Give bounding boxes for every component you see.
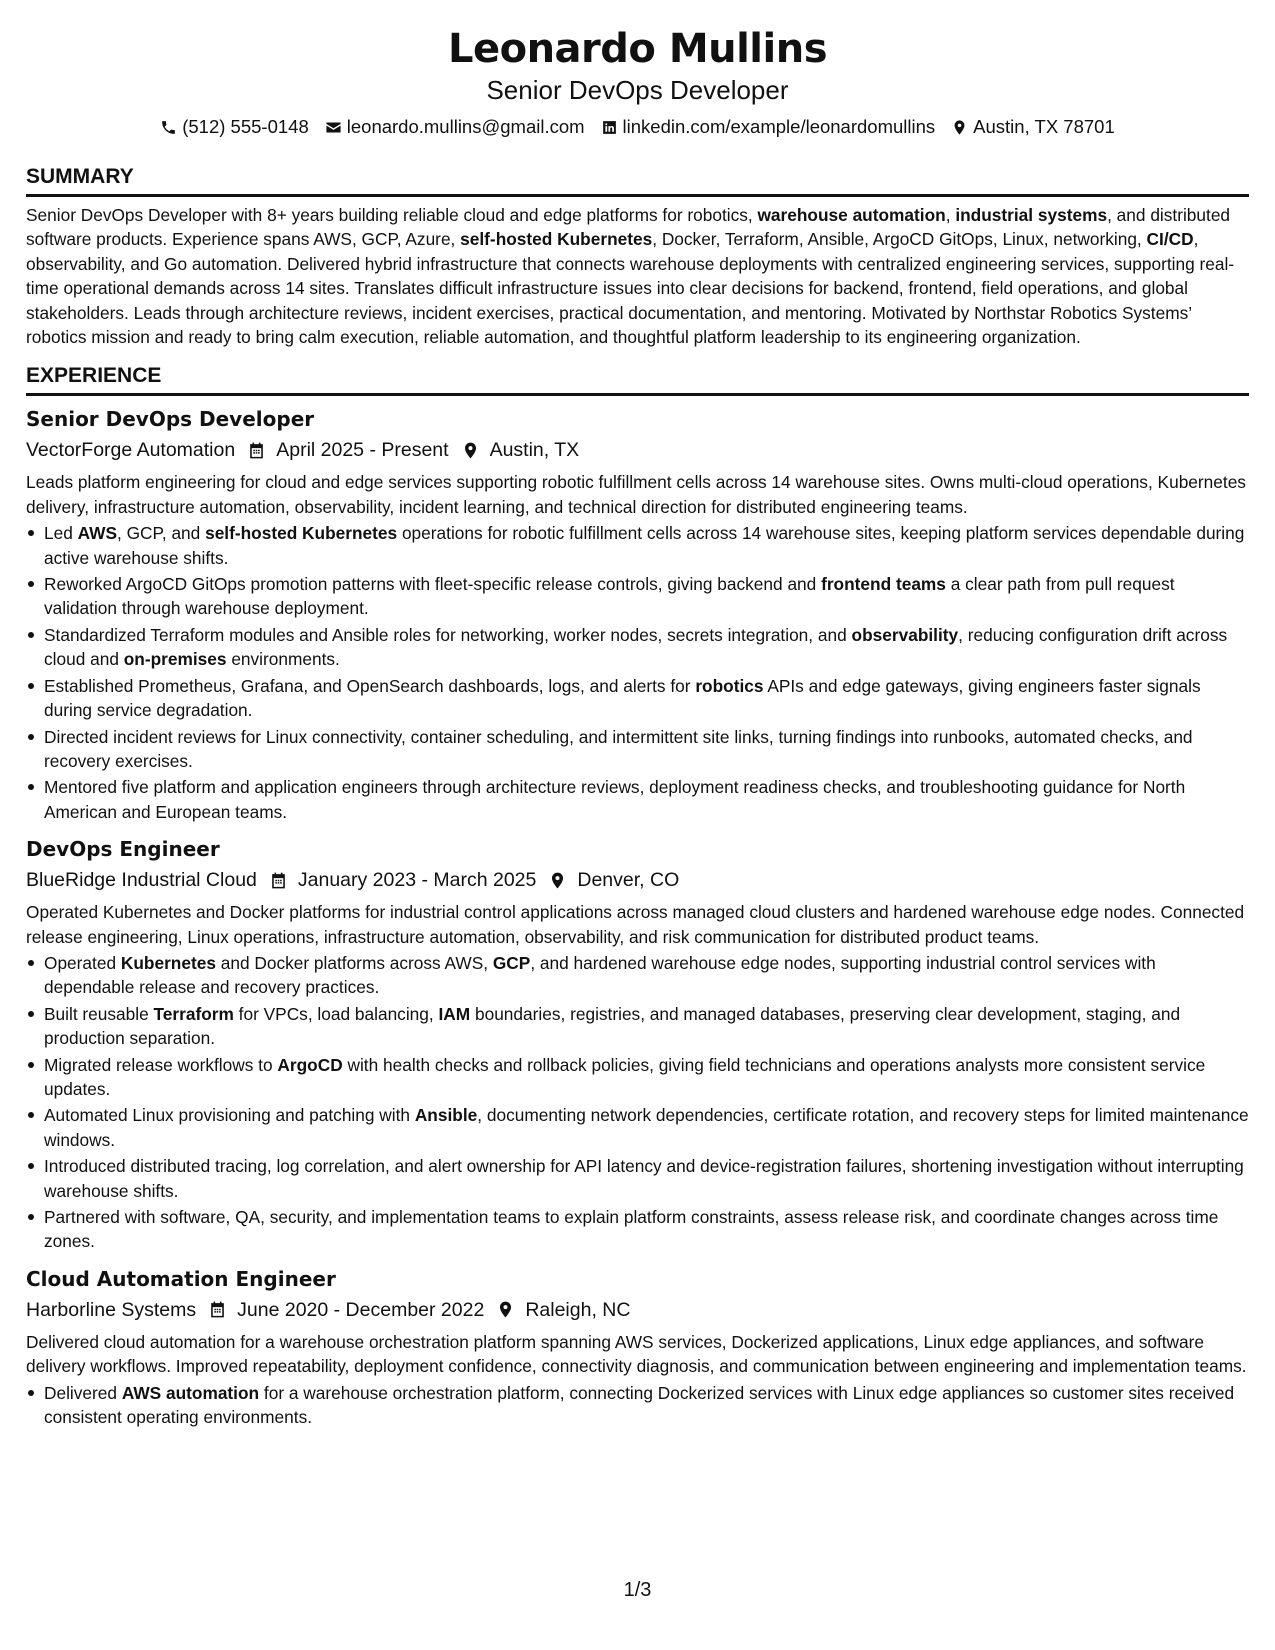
job-location-text: Raleigh, NC bbox=[525, 1298, 631, 1321]
emphasis-text: CI/CD bbox=[1146, 229, 1194, 250]
job-entry bbox=[26, 1266, 1249, 1430]
job-entry bbox=[26, 406, 1249, 824]
job-location bbox=[496, 1296, 630, 1324]
candidate-headline: Senior DevOps Developer bbox=[486, 75, 789, 105]
job-meta bbox=[26, 436, 1249, 464]
job-dates-text: January 2023 - March 2025 bbox=[297, 869, 537, 892]
job-bullets bbox=[26, 521, 1249, 824]
job-meta bbox=[26, 866, 1249, 894]
linkedin-icon bbox=[601, 119, 618, 136]
contact-linkedin[interactable] bbox=[601, 114, 936, 140]
bullet-item: Migrated release workflows to ArgoCD with health checks and rollback policies, giving field technicians and operations analysts more consistent service updates. bbox=[26, 1053, 1249, 1102]
bullet-dot-icon bbox=[28, 1163, 34, 1169]
bullet-dot-icon bbox=[28, 1112, 34, 1118]
emphasis-text: IAM bbox=[438, 1003, 471, 1024]
job-location bbox=[461, 436, 580, 464]
job-title: DevOps Engineer bbox=[26, 837, 220, 862]
bullet-dot-icon bbox=[28, 784, 34, 790]
emphasis-text: Terraform bbox=[153, 1003, 234, 1024]
job-location-text: Austin, TX bbox=[489, 439, 580, 462]
summary-section bbox=[26, 164, 1249, 349]
map-pin-icon bbox=[496, 1300, 515, 1319]
job-dates bbox=[247, 436, 448, 464]
emphasis-text: self-hosted Kubernetes bbox=[460, 229, 653, 250]
emphasis-text: robotics bbox=[695, 675, 764, 696]
emphasis-text: on-premises bbox=[123, 649, 227, 670]
bullet-item: Reworked ArgoCD GitOps promotion patterns with fleet-specific release controls, giving backend and frontend teams a clear path from pull request validation through warehouse deployment. bbox=[26, 572, 1249, 621]
job-dates bbox=[269, 866, 536, 894]
contact-email-text: leonardo.mullins@gmail.com bbox=[346, 116, 585, 137]
bullet-dot-icon bbox=[28, 581, 34, 587]
job-bullets bbox=[26, 1381, 1249, 1430]
map-pin-icon bbox=[461, 441, 480, 460]
emphasis-text: frontend teams bbox=[821, 574, 946, 595]
bullet-item: Automated Linux provisioning and patching with Ansible, documenting network dependencies, certificate rotation, and recovery steps for limited maintenance windows. bbox=[26, 1103, 1249, 1152]
map-pin-icon bbox=[548, 871, 567, 890]
calendar-icon bbox=[208, 1300, 227, 1319]
emphasis-text: Kubernetes bbox=[120, 952, 216, 973]
experience-section bbox=[26, 363, 1249, 1429]
job-company: Harborline Systems bbox=[26, 1298, 197, 1321]
bullet-dot-icon bbox=[28, 1062, 34, 1068]
contact-location bbox=[951, 114, 1115, 140]
job-dates-text: June 2020 - December 2022 bbox=[237, 1298, 485, 1321]
job-title: Senior DevOps Developer bbox=[26, 407, 315, 432]
bullet-dot-icon bbox=[28, 734, 34, 740]
summary-heading: SUMMARY bbox=[26, 164, 1249, 197]
bullet-dot-icon bbox=[28, 960, 34, 966]
contact-phone[interactable] bbox=[160, 114, 309, 140]
resume-header bbox=[26, 24, 1249, 140]
job-description: Delivered cloud automation for a warehouse orchestration platform spanning AWS services, Dockerized applications, Linux edge appliances, and software delivery workflows. Improved repeatability, deployment confidence, connectivity diagnosis, and communication between engineering and implementation teams. bbox=[26, 1331, 1247, 1377]
bullet-item: Directed incident reviews for Linux connectivity, container scheduling, and intermittent site links, turning findings into runbooks, automated checks, and recovery exercises. bbox=[26, 725, 1249, 774]
emphasis-text: self-hosted Kubernetes bbox=[205, 523, 398, 544]
summary-text: Senior DevOps Developer with 8+ years building reliable cloud and edge platforms for robotics, warehouse automation, industrial systems, and distributed software products. Experience spans AWS, GCP, Azure, self-hosted Kubernetes, Docker, Terraform, Ansible, ArgoCD GitOps, Linux, networking, CI/CD, observability, and Go automation. Delivered hybrid infrastructure that connects warehouse deployments with centralized engineering services, supporting real-time operational demands across 14 sites. Translates difficult infrastructure issues into clear decisions for backend, frontend, field operations, and global stakeholders. Leads through architecture reviews, incident exercises, practical documentation, and mentoring. Motivated by Northstar Robotics Systems’ robotics mission and ready to bring calm execution, reliable automation, and thoughtful platform leadership to its engineering organization. bbox=[26, 205, 1235, 348]
page-number: 1/3 bbox=[623, 1579, 652, 1601]
bullet-dot-icon bbox=[28, 530, 34, 536]
emphasis-text: AWS bbox=[77, 523, 118, 544]
bullet-dot-icon bbox=[28, 1390, 34, 1396]
emphasis-text: warehouse automation bbox=[757, 205, 946, 225]
contact-email[interactable] bbox=[325, 114, 585, 140]
bullet-dot-icon bbox=[28, 683, 34, 689]
bullet-item: Delivered AWS automation for a warehouse orchestration platform, connecting Dockerized services with Linux edge appliances so customer sites received consistent operating environments. bbox=[26, 1381, 1249, 1430]
candidate-name: Leonardo Mullins bbox=[447, 26, 828, 72]
job-dates-text: April 2025 - Present bbox=[276, 439, 449, 462]
phone-icon bbox=[160, 119, 177, 136]
job-description: Leads platform engineering for cloud and edge services supporting robotic fulfillment cells across 14 warehouse sites. Owns multi-cloud operations, Kubernetes delivery, infrastructure automation, observability, incident learning, and technical direction for distributed engineering teams. bbox=[26, 472, 1246, 517]
bullet-item: Standardized Terraform modules and Ansible roles for networking, worker nodes, secrets integration, and observability, reducing configuration drift across cloud and on-premises environments. bbox=[26, 623, 1249, 672]
job-title: Cloud Automation Engineer bbox=[26, 1266, 336, 1291]
bullet-item: Established Prometheus, Grafana, and OpenSearch dashboards, logs, and alerts for robotics APIs and edge gateways, giving engineers faster signals during service degradation. bbox=[26, 674, 1249, 723]
calendar-icon bbox=[269, 871, 288, 890]
envelope-icon bbox=[325, 119, 342, 136]
job-location bbox=[548, 866, 679, 894]
contact-bar bbox=[26, 114, 1249, 140]
emphasis-text: observability bbox=[851, 624, 959, 645]
emphasis-text: ArgoCD bbox=[277, 1054, 343, 1075]
calendar-icon bbox=[247, 441, 266, 460]
emphasis-text: GCP bbox=[492, 952, 531, 973]
contact-location-text: Austin, TX 78701 bbox=[973, 116, 1115, 137]
job-location-text: Denver, CO bbox=[577, 869, 680, 892]
emphasis-text: industrial systems bbox=[955, 205, 1108, 225]
emphasis-text: Ansible bbox=[414, 1105, 478, 1126]
bullet-dot-icon bbox=[28, 1214, 34, 1220]
bullet-item: Operated Kubernetes and Docker platforms across AWS, GCP, and hardened warehouse edge nodes, supporting industrial control services with dependable release and recovery practices. bbox=[26, 951, 1249, 1000]
job-company: BlueRidge Industrial Cloud bbox=[26, 869, 257, 892]
bullet-item: Built reusable Terraform for VPCs, load balancing, IAM boundaries, registries, and managed databases, preserving clear development, staging, and production separation. bbox=[26, 1002, 1249, 1051]
emphasis-text: AWS automation bbox=[121, 1382, 260, 1403]
contact-phone-text: (512) 555-0148 bbox=[182, 116, 309, 137]
job-description: Operated Kubernetes and Docker platforms for industrial control applications across managed cloud clusters and hardened warehouse edge nodes. Connected release engineering, Linux operations, infrastructure automation, observability, and risk communication for distributed product teams. bbox=[26, 902, 1245, 947]
resume-page bbox=[26, 24, 1249, 1429]
contact-linkedin-text: linkedin.com/example/leonardomullins bbox=[622, 116, 936, 137]
bullet-item: Mentored five platform and application engineers through architecture reviews, deployment readiness checks, and troubleshooting guidance for North American and European teams. bbox=[26, 775, 1249, 824]
experience-heading: EXPERIENCE bbox=[26, 363, 1249, 396]
job-dates bbox=[208, 1296, 484, 1324]
bullet-dot-icon bbox=[28, 632, 34, 638]
bullet-item: Partnered with software, QA, security, and implementation teams to explain platform constraints, assess release risk, and coordinate changes across time zones. bbox=[26, 1205, 1249, 1254]
job-bullets bbox=[26, 951, 1249, 1254]
bullet-dot-icon bbox=[28, 1011, 34, 1017]
job-meta bbox=[26, 1296, 1249, 1324]
job-company: VectorForge Automation bbox=[26, 439, 236, 462]
bullet-item: Introduced distributed tracing, log correlation, and alert ownership for API latency and device-registration failures, shortening investigation without interrupting warehouse shifts. bbox=[26, 1154, 1249, 1203]
bullet-item: Led AWS, GCP, and self-hosted Kubernetes operations for robotic fulfillment cells across 14 warehouse sites, keeping platform services dependable during active warehouse shifts. bbox=[26, 521, 1249, 570]
map-pin-icon bbox=[951, 119, 968, 136]
job-entry bbox=[26, 836, 1249, 1254]
